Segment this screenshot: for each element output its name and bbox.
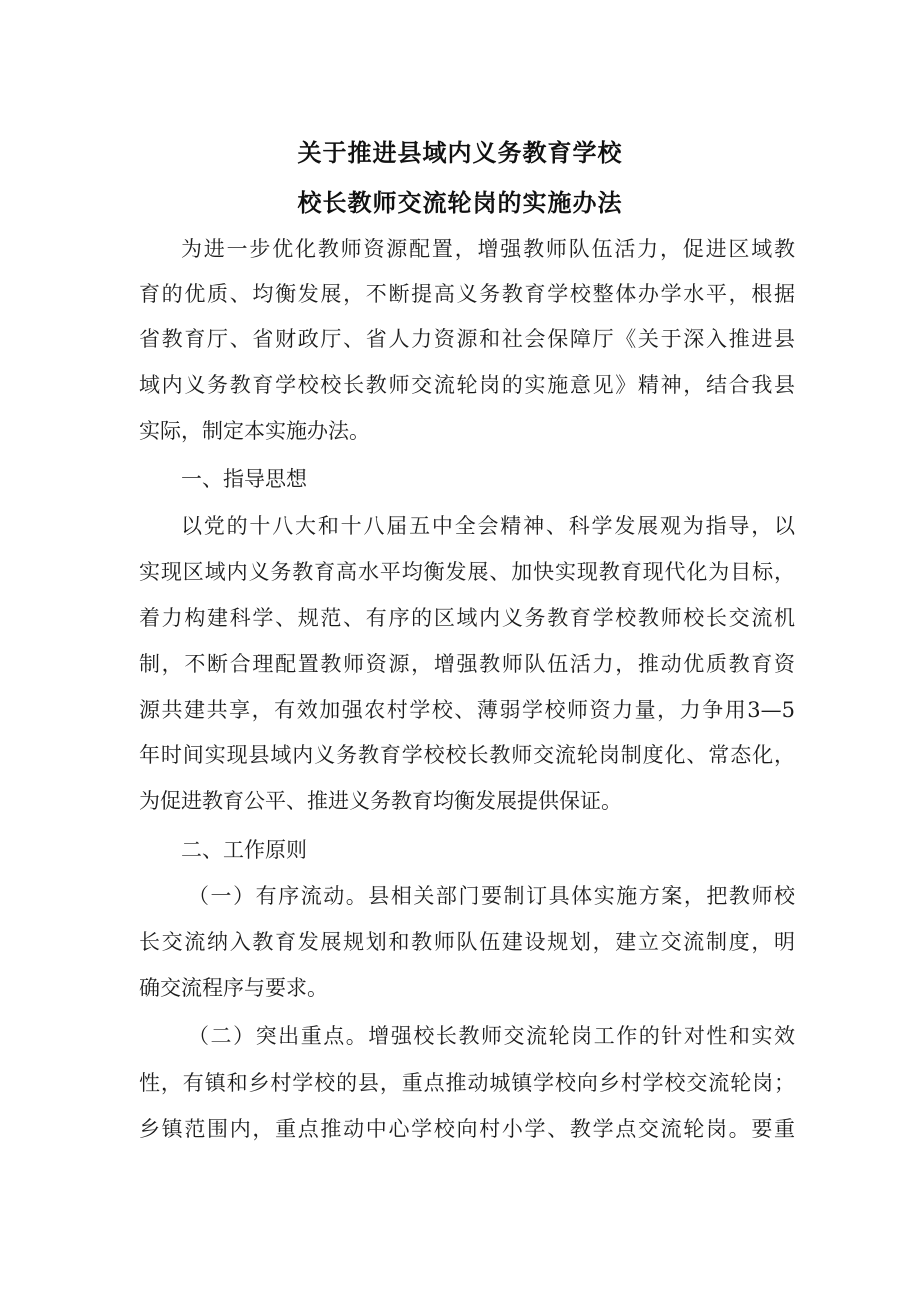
principle2-line: 性，有镇和乡村学校的县，重点推动城镇学校向乡村学校交流轮岗；: [139, 1071, 795, 1095]
intro-line: 育的优质、均衡发展，不断提高义务教育学校整体办学水平，根据: [139, 282, 795, 306]
intro-line: 为进一步优化教师资源配置，增强教师队伍活力，促进区域教: [181, 237, 795, 261]
principle2-line: 乡镇范围内，重点推动中心学校向村小学、教学点交流轮岗。要重: [139, 1117, 795, 1141]
principle1-line: 长交流纳入教育发展规划和教师队伍建设规划，建立交流制度，明: [139, 930, 795, 954]
section-heading: 一、指导思想: [181, 467, 307, 491]
section1-line: 着力构建科学、规范、有序的区域内义务教育学校教师校长交流机: [139, 606, 795, 630]
section-heading: 二、工作原则: [181, 838, 307, 862]
intro-line: 实际，制定本实施办法。: [139, 419, 370, 443]
section1-line: 年时间实现县域内义务教育学校校长教师交流轮岗制度化、常态化，: [139, 743, 795, 767]
section1-line: 实现区域内义务教育高水平均衡发展、加快实现教育现代化为目标，: [139, 560, 795, 584]
principle1-line: 确交流程序与要求。: [139, 976, 328, 1000]
principle2-line: （二）突出重点。增强校长教师交流轮岗工作的针对性和实效: [188, 1024, 795, 1048]
intro-line: 省教育厅、省财政厅、省人力资源和社会保障厅《关于深入推进县: [139, 327, 795, 351]
document-title-line-2: 校长教师交流轮岗的实施办法: [297, 189, 623, 217]
section1-line: 为促进教育公平、推进义务教育均衡发展提供保证。: [139, 789, 622, 813]
section1-line: 源共建共享，有效加强农村学校、薄弱学校师资力量，力争用3—5: [139, 698, 795, 722]
principle1-line: （一）有序流动。县相关部门要制订具体实施方案，把教师校: [188, 884, 795, 908]
section1-line: 以党的十八大和十八届五中全会精神、科学发展观为指导，以: [181, 514, 795, 538]
section1-line: 制，不断合理配置教师资源，增强教师队伍活力，推动优质教育资: [139, 652, 795, 676]
intro-line: 域内义务教育学校校长教师交流轮岗的实施意见》精神，结合我县: [139, 373, 795, 397]
document-title-line-1: 关于推进县域内义务教育学校: [297, 139, 623, 167]
